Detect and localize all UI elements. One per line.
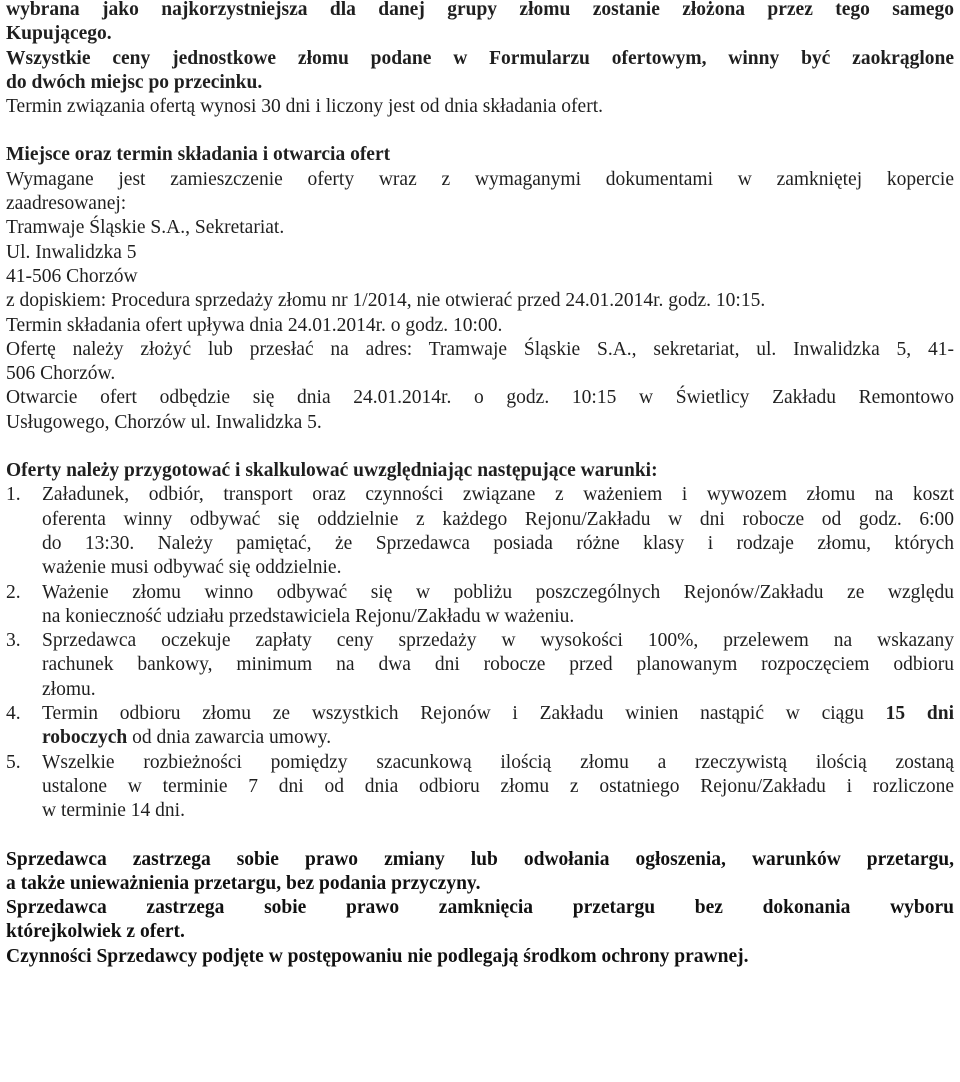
item-line — [42, 726, 954, 750]
place-heading: Miejsce oraz termin składania i otwarcia ofert — [6, 144, 391, 166]
item-number: 5. — [6, 751, 21, 773]
condition-item-5 — [6, 751, 954, 824]
item-line: Wszelkie rozbieżności pomiędzy szacunkową ilością złomu a rzeczywistą ilością zostaną — [42, 751, 954, 773]
item-line: Załadunek, odbiór, transport oraz czynności związane z ważeniem i wywozem złomu na koszt — [42, 484, 954, 506]
submission-deadline: Termin składania ofert upływa dnia 24.01.2014r. o godz. 10:00. — [6, 314, 503, 336]
item-number: 3. — [6, 630, 21, 652]
reservation-1-line-2: a także unieważnienia przetargu, bez podania przyczyny. — [6, 872, 481, 894]
legal-protection-note: Czynności Sprzedawcy podjęte w postępowaniu nie podlegają środkom ochrony prawnej. — [6, 945, 749, 967]
prices-line-1: Wszystkie ceny jednostkowe złomu podane w Formularzu ofertowym, winny być zaokrąglone — [6, 47, 954, 69]
envelope-note: z dopiskiem: Procedura sprzedaży złomu nr 1/2014, nie otwierać przed 24.01.2014r. godz. 10:15. — [6, 290, 766, 312]
reservation-2-line-2: którejkolwiek z ofert. — [6, 921, 185, 943]
reservation-2-line-1: Sprzedawca zastrzega sobie prawo zamknięcia przetargu bez dokonania wyboru — [6, 897, 954, 919]
item-line: na konieczność udziału przedstawiciela Rejonu/Zakładu w ważeniu. — [42, 605, 575, 627]
item-line: Ważenie złomu winno odbywać się w pobliżu poszczególnych Rejonów/Zakładu ze względu — [42, 581, 954, 603]
submission-address-2: 506 Chorzów. — [6, 363, 116, 385]
condition-item-2 — [6, 581, 954, 630]
item-number: 1. — [6, 484, 21, 506]
intro-line-1: wybrana jako najkorzystniejsza dla danej grupy złomu zostanie złożona przez tego samego — [6, 0, 954, 20]
item-line: w terminie 14 dni. — [42, 800, 185, 822]
conditions-heading: Oferty należy przygotować i skalkulować uwzględniając następujące warunki: — [6, 460, 658, 482]
conditions-list — [6, 483, 954, 823]
item-text: Termin odbioru złomu ze wszystkich Rejonów i Zakładu winien nastąpić w ciągu — [42, 703, 886, 725]
item-line: Sprzedawca oczekuje zapłaty ceny sprzedaży w wysokości 100%, przelewem na wskazany — [42, 630, 954, 652]
item-line: do 13:30. Należy pamiętać, że Sprzedawca posiada różne klasy i rodzaje złomu, których — [42, 532, 954, 554]
item-bold-text: roboczych — [42, 727, 128, 749]
condition-item-1 — [6, 483, 954, 580]
opening-line-2: Usługowego, Chorzów ul. Inwalidzka 5. — [6, 411, 322, 433]
item-line — [42, 702, 954, 726]
address-line-1: Tramwaje Śląskie S.A., Sekretariat. — [6, 217, 285, 239]
item-number: 4. — [6, 703, 21, 725]
place-line-1: Wymagane jest zamieszczenie oferty wraz z wymaganymi dokumentami w zamkniętej kopercie — [6, 168, 954, 190]
item-line: ważenie musi odbywać się oddzielnie. — [42, 557, 342, 579]
item-bold-text: 15 dni — [885, 703, 954, 725]
item-line: złomu. — [42, 678, 96, 700]
item-line: rachunek bankowy, minimum na dwa dni robocze przed planowanym rozpoczęciem odbioru — [42, 654, 954, 676]
reservations-block — [6, 848, 954, 969]
place-line-2: zaadresowanej: — [6, 193, 127, 215]
item-line: oferenta winny odbywać się oddzielnie z każdego Rejonu/Zakładu w dni robocze od godz. 6:00 — [42, 508, 954, 530]
prices-line-2: do dwóch miejsc po przecinku. — [6, 71, 263, 93]
opening-line-1: Otwarcie ofert odbędzie się dnia 24.01.2014r. o godz. 10:15 w Świetlicy Zakładu Remontowo — [6, 387, 954, 409]
intro-line-2: Kupującego. — [6, 23, 112, 45]
address-line-2: Ul. Inwalidzka 5 — [6, 241, 137, 263]
address-line-3: 41-506 Chorzów — [6, 265, 138, 287]
condition-item-4 — [6, 702, 954, 751]
validity-line: Termin związania ofertą wynosi 30 dni i liczony jest od dnia składania ofert. — [6, 96, 603, 118]
reservation-1-line-1: Sprzedawca zastrzega sobie prawo zmiany lub odwołania ogłoszenia, warunków przetargu, — [6, 848, 954, 870]
item-number: 2. — [6, 581, 21, 603]
item-line: ustalone w terminie 7 dni od dnia odbioru złomu z ostatniego Rejonu/Zakładu i rozliczone — [42, 775, 954, 797]
condition-item-3 — [6, 629, 954, 702]
item-text: od dnia zawarcia umowy. — [127, 727, 332, 749]
submission-address-1: Ofertę należy złożyć lub przesłać na adres: Tramwaje Śląskie S.A., sekretariat, ul. Inwalidzka 5, 41- — [6, 338, 954, 360]
